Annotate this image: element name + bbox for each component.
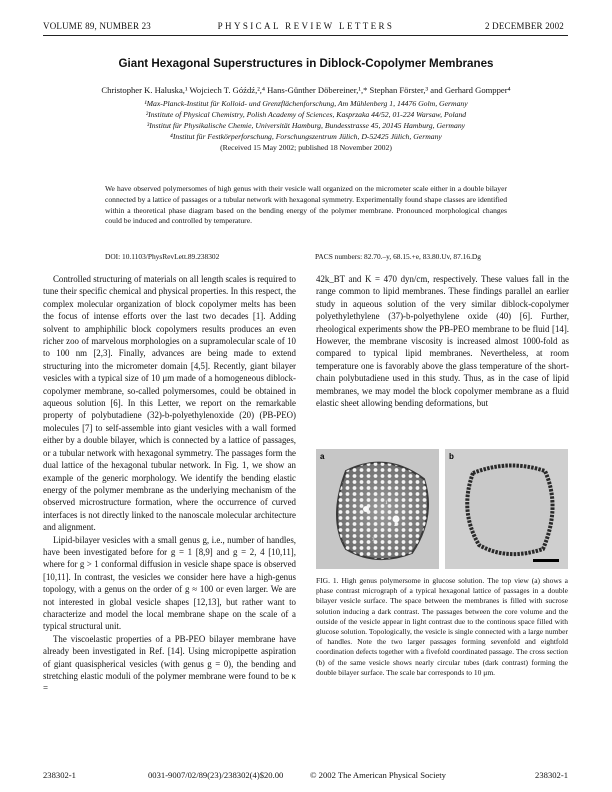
copyright: © 2002 The American Physical Society [310, 770, 446, 780]
header-rule [43, 35, 568, 36]
panel-label-b: b [449, 452, 454, 461]
affiliation-4: ⁴Institut für Festkörperforschung, Forschungszentrum Jülich, D-52425 Jülich, Germany [170, 132, 442, 141]
marker-2: 2 [394, 523, 397, 528]
journal-code: 0031-9007/02/89(23)/238302(4)$20.00 [148, 770, 284, 780]
page-number-right: 238302-1 [535, 770, 568, 780]
author-list: Christopher K. Haluska,¹ Wojciech T. Góźdź,²,⁴ Hans-Günther Döbereiner,¹,* Stephan Förster,³ and Gerhard Gompper⁴ [101, 85, 511, 95]
left-column [43, 273, 296, 695]
right-column [316, 273, 569, 409]
micrograph-panel-b [445, 449, 568, 569]
paragraph-viscoelastic: The viscoelastic properties of a PB-PEO bilayer membrane have already been investigated in Ref. [14]. Using micropipette aspiration of giant quasispherical vesicles (with genus g = 0), the bending and stretching elastic moduli of the polymer membrane were found to be κ = [43, 633, 296, 694]
polymersome-cross-section-image [445, 449, 568, 569]
journal-volume: VOLUME 89, NUMBER 23 [43, 21, 152, 31]
paragraph-genus: Lipid-bilayer vesicles with a small genus g, i.e., number of handles, have been investigated before for g = 1 [8,9] and g = 2, 4 [10,11], where for g > 1 conformal diffusion in vesicle shape space is observed [10,11]. In contrast, the vesicles we consider here have a high-genus topology, with a genus on the order of g ≈ 100 or even larger. We are not interested in global vesicle shapes [12,13], but rather want to characterize and model the local membrane shape on the scale of a typical structural unit. [43, 534, 296, 632]
issue-date: 2 DECEMBER 2002 [484, 21, 564, 31]
journal-name: PHYSICAL REVIEW LETTERS [217, 21, 395, 31]
abstract: We have observed polymersomes of high genus with their vesicle wall organized on the micrometer scale either in a double bilayer connected by a lattice of passages or a tubular network with hexagonal symmetry. Experimentally found shape classes are identified within a theoretical phase diagram based on the bending energy of the polymer membrane. Pronounced morphological changes could be induced and controlled by temperature. [105, 184, 507, 226]
micrograph-panel-a [316, 449, 439, 569]
page-number-left: 238302-1 [43, 770, 76, 780]
panel-label-a: a [320, 452, 325, 461]
paragraph-intro: Controlled structuring of materials on all length scales is required to tune their specific chemical and physical properties. In this respect, the complex molecular organization of block copolymer melts has been the focus of intense efforts over the last two decades [1]. Adding solvent to amphiphilic block copolymers results produces an even richer zoo of marvelous morphologies on a supramolecular scale of 10 to 100 nm [2,3]. Finally, advances are being made to extend structuring into the micrometer domain [4,5]. Recently, giant bilayer vesicles with a typical size of 10 μm made of a homogeneous diblock-copolymer membrane, so-called polymersomes, could be obtained in aqueous solution [6]. In this Letter, we report on the remarkable property of polybutadiene (32)-b-polyethylenoxide (20) (PB-PEO) molecules [7] to self-assemble into giant vesicles with a wall formed either by a double bilayer, which is connected by a lattice of passages, or a tubular network with hexagonal symmetry. The passages form the dual lattice of the hexagonal tubular network. In Fig. 1, we show an example of the generic morphology. We identify the bending elastic energy of the polymer membrane as the underlying mechanism of the observed microstructure formation, where the occurrence of curved interfaces is not directly linked to the nanoscale molecular architecture and alignment. [43, 274, 296, 533]
polymersome-top-view-image [316, 449, 439, 569]
pacs-numbers: PACS numbers: 82.70.–y, 68.15.+e, 83.80.Uv, 87.16.Dg [315, 252, 481, 261]
doi: DOI: 10.1103/PhysRevLett.89.238302 [105, 252, 220, 261]
paper-title: Giant Hexagonal Superstructures in Diblock-Copolymer Membranes [118, 57, 494, 70]
scale-bar [533, 559, 559, 562]
figure-caption: FIG. 1. High genus polymersome in glucose solution. The top view (a) shows a phase contrast micrograph of a typical hexagonal lattice of passages in a double bilayer vesicle surface. The space between the membranes is filled with sucrose solution inducing a dark contrast. The passages between the core volume and the outside of the vesicle appear in light contrast due to the continous space filled with glucose solution. Topologically, the vesicle is single connected with a large number of handles. Note the two larger passages forming sevenfold and eightfold coordination defects together with a fivefold coordinated passage. The cross section (b) of the same vesicle shows nearly circular tubes (dark contrast) forming the double bilayer surface. The scale bar corresponds to 10 μm. [316, 576, 568, 677]
received-date: (Received 15 May 2002; published 18 November 2002) [220, 143, 392, 152]
affiliation-3: ³Institut für Physikalische Chemie, Universität Hamburg, Bundesstrasse 45, 20145 Hamburg, Germany [146, 121, 466, 130]
marker-1: 1 [385, 501, 388, 506]
affiliation-1: ¹Max-Planck-Institut für Kolloid- und Grenzflächenforschung, Am Mühlenberg 1, 14476 Golm, Germany [144, 99, 468, 108]
marker-3: 3 [372, 538, 375, 543]
affiliation-2: ²Institute of Physical Chemistry, Polish Academy of Sciences, Kasprzaka 44/52, 01-224 Warsaw, Poland [145, 110, 467, 119]
paragraph-continued: 42k_BT and K = 470 dyn/cm, respectively. These values fall in the range common to lipid membranes. These findings parallel an earlier study in aqueous solution of the very similar diblock-copolymer polyethylethylene (37)-b-polyethylene oxide (40) [6]. Further, rheological experiments show the PB-PEO membrane to be fluid [14]. However, the membrane viscosity is increased almost 1000-fold as compared to typical lipid membranes. Nevertheless, at room temperature one is favorably above the glass temperature of the short-chain polybutadiene used in this study. Thus, as in the case of lipid membranes, we may model the block copolymer membrane as a fluid elastic sheet allowing bending deformations, but [316, 274, 569, 409]
figure-1 [316, 449, 568, 569]
